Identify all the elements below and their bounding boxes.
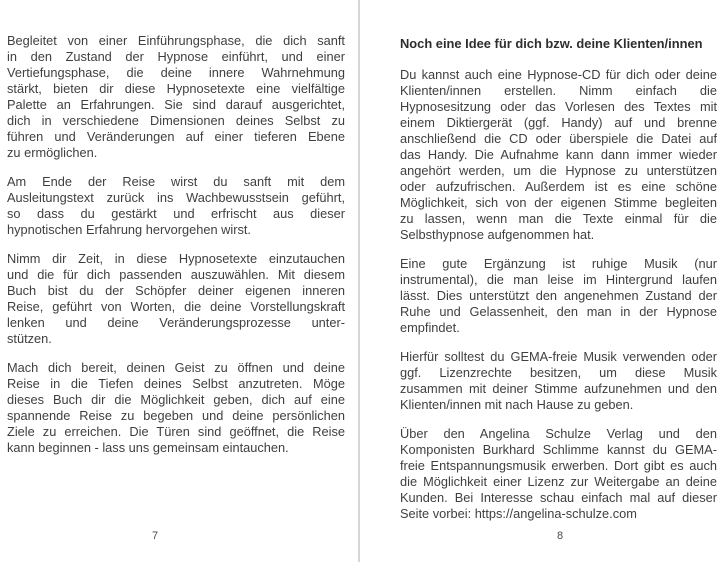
- text-line: Selbsthypnose aufgenommen hat.: [400, 227, 595, 242]
- text-line: Komponisten Burkhard Schlimme kannst du GEMA-: [400, 442, 717, 457]
- text-line: freie Entspannungsmusik erwerben. Dort gibt es auch: [400, 458, 717, 473]
- text-line: einem Diktiergerät (ggf. Handy) auf und brenne: [400, 115, 717, 130]
- page-right: [400, 36, 717, 535]
- text-line: Nimm dir Zeit, in diese Hypnosetexte einzutauchen: [7, 251, 345, 266]
- text-line: Vertiefungsphase, die deine innere Wahrnehmung: [7, 65, 345, 80]
- text-line: lässt. Dies unterstützt den angenehmen Zustand der: [400, 288, 717, 303]
- text-line: Eine gute Ergänzung ist ruhige Musik (nur: [400, 256, 717, 271]
- text-line: Am Ende der Reise wirst du sanft mit dem: [7, 174, 345, 189]
- section-heading: Noch eine Idee für dich bzw. deine Klienten/innen: [400, 36, 703, 51]
- text-line: Klienten/innen erstellen. Nimm einfach die: [400, 83, 717, 98]
- text-line: so dass du gestärkt und erfrischt aus dieser: [7, 206, 345, 221]
- text-line: zu lassen, wenn man die Texte einmal für die: [400, 211, 717, 226]
- text-line: Reise in die Tiefen deines Selbst anzutreten. Möge: [7, 376, 345, 391]
- paragraph: [400, 426, 717, 522]
- text-line: stärkt, bieten dir diese Hypnosetexte eine vielfältige: [7, 81, 345, 96]
- text-line: die Möglichkeit einer Lizenz zur Weitergabe an deine: [400, 474, 717, 489]
- page-number-right: 8: [556, 530, 564, 542]
- paragraph: [7, 33, 345, 161]
- text-line: Du kannst auch eine Hypnose-CD für dich oder deine: [400, 67, 717, 82]
- page-right-body: [400, 67, 717, 522]
- page-left: [7, 33, 345, 469]
- text-line: Buch bist du der Schöpfer deiner eigenen inneren: [7, 283, 345, 298]
- page-left-body: [7, 33, 345, 456]
- text-line: Ziele zu erreichen. Die Türen sind geöffnet, die Reise: [7, 424, 345, 439]
- text-line: Kunden. Bei Interesse schau einfach mal auf dieser: [400, 490, 717, 505]
- text-line: kann beginnen - lass uns gemeinsam eintauchen.: [7, 440, 289, 455]
- text-line: Klienten/innen mit nach Hause zu geben.: [400, 397, 634, 412]
- text-line: Ausleitungstext zurück ins Wachbewusstsein geführt,: [7, 190, 345, 205]
- text-line: Begleitet von einer Einführungsphase, die dich sanft: [7, 33, 345, 48]
- text-line: stützen.: [7, 331, 52, 346]
- text-line: instrumental), die man leise im Hintergrund laufen: [400, 272, 717, 287]
- text-line: angehört werden, um die Hypnose zu unterstützen: [400, 163, 717, 178]
- text-line: dich in verschiedene Dimensionen deines Selbst zu: [7, 113, 345, 128]
- text-line: oder aufzufrischen. Außerdem ist es eine schöne: [400, 179, 717, 194]
- paragraph: [7, 174, 345, 238]
- text-line: spannende Reise zu begeben und deine persönlichen: [7, 408, 345, 423]
- text-line: empfindet.: [400, 320, 460, 335]
- text-line: anschließend die CD oder überspiele die Datei auf: [400, 131, 717, 146]
- text-line: Möglichkeit, sich von der eigenen Stimme begleiten: [400, 195, 717, 210]
- text-line: Ruhe und Gelassenheit, den man in der Hypnose: [400, 304, 717, 319]
- text-line: zu ermöglichen.: [7, 145, 98, 160]
- text-line: hypnotischen Erfahrung hervorgehen wirst.: [7, 222, 251, 237]
- paragraph: [400, 349, 717, 413]
- paragraph: [400, 256, 717, 336]
- text-line: Palette an Erfahrungen. Sie sind darauf ausgerichtet,: [7, 97, 345, 112]
- text-line: Seite vorbei: https://angelina-schulze.com: [400, 506, 637, 521]
- text-line: Mach dich bereit, deinen Geist zu öffnen und deine: [7, 360, 345, 375]
- text-line: Reise, geführt von Worten, die deine Vorstellungskraft: [7, 299, 345, 314]
- text-line: Hierfür solltest du GEMA-freie Musik verwenden oder: [400, 349, 717, 364]
- text-line: Hypnosesitzung oder das Vorlesen des Textes mit: [400, 99, 717, 114]
- text-line: lenken und deine Veränderungsprozesse unter-: [7, 315, 345, 330]
- text-line: zusammen mit deiner Stimme aufzunehmen und den: [400, 381, 717, 396]
- text-line: ggf. Lizenzrechte besitzen, um diese Musik: [400, 365, 717, 380]
- text-line: führen und Veränderungen auf einer tieferen Ebene: [7, 129, 345, 144]
- text-line: Über den Angelina Schulze Verlag und den: [400, 426, 717, 441]
- page-number-left: 7: [151, 530, 159, 542]
- text-line: das Handy. Die Aufnahme kann dann immer wieder: [400, 147, 717, 162]
- paragraph: [7, 360, 345, 456]
- text-line: und die für dich passenden auszuwählen. Mit diesem: [7, 267, 345, 282]
- text-line: in den Zustand der Hypnose einführt, und einer: [7, 49, 345, 64]
- text-line: dieses Buch dir die Möglichkeit geben, dich auf eine: [7, 392, 345, 407]
- paragraph: [7, 251, 345, 347]
- page-divider: [358, 0, 360, 562]
- paragraph: [400, 67, 717, 243]
